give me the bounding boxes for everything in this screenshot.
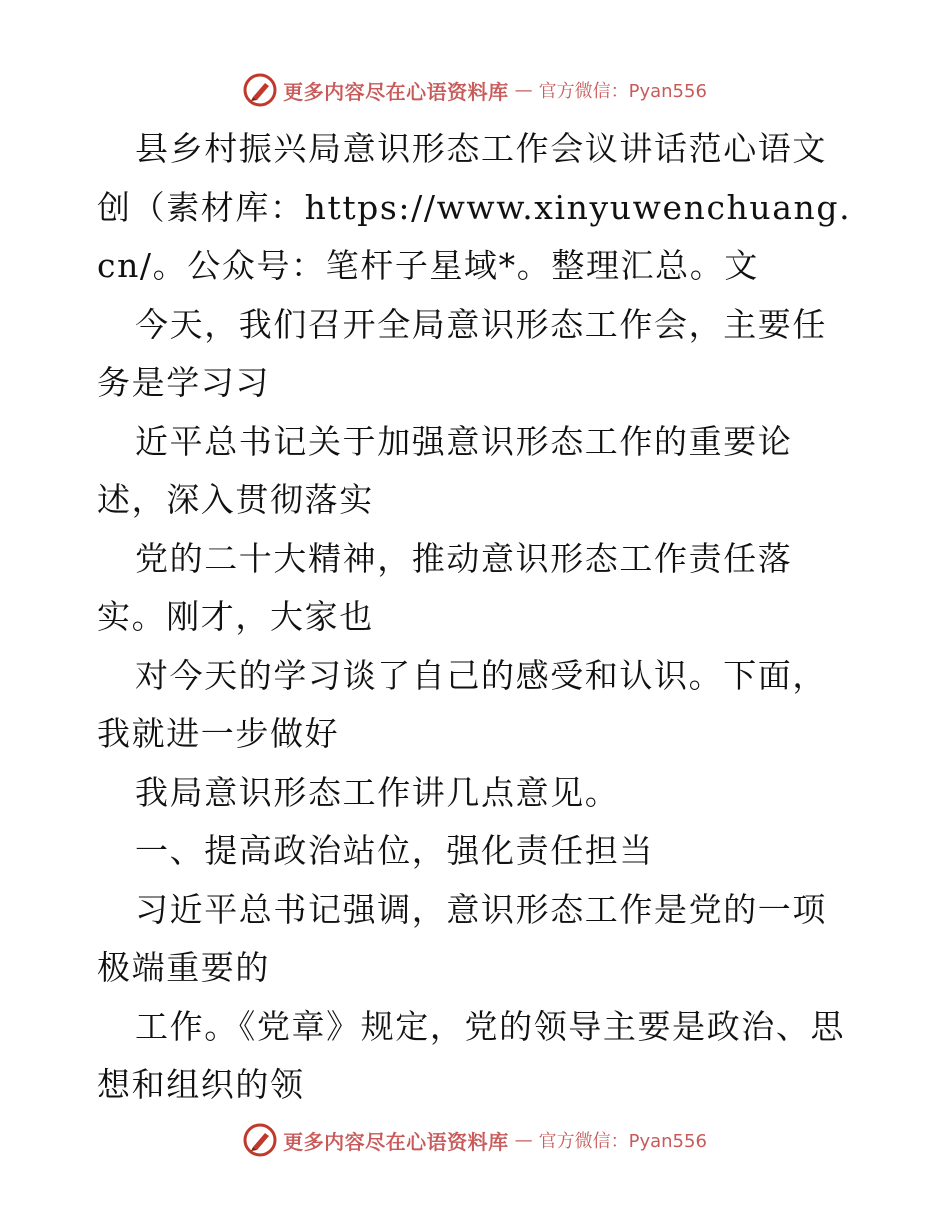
section-heading: 一、提高政治站位，强化责任担当	[135, 831, 654, 870]
banner-wechat: 官方微信：Pyan556	[538, 81, 707, 102]
banner-dash: —	[514, 79, 533, 101]
paragraph: 今天，我们召开全局意识形态工作会，主要任务是学习习	[97, 304, 827, 402]
paragraph: 工作。《党章》规定，党的领导主要是政治、思想和组织的领	[97, 1006, 846, 1104]
paragraph: 党的二十大精神，推动意识形态工作责任落实。刚才，大家也	[97, 538, 793, 636]
paragraph: 近平总书记关于加强意识形态工作的重要论述，深入贯彻落实	[97, 421, 793, 519]
banner-wechat: 官方微信：Pyan556	[538, 1131, 707, 1152]
banner-text: 更多内容尽在心语资料库	[283, 1129, 509, 1154]
pen-logo-icon	[243, 73, 277, 107]
banner-text: 更多内容尽在心语资料库	[283, 79, 509, 104]
footer-watermark-banner	[0, 1120, 950, 1160]
banner-dash: —	[514, 1129, 533, 1151]
pen-logo-icon	[243, 1123, 277, 1157]
paragraph-title: 县乡村振兴局意识形态工作会议讲话范心语文创（素材库：https://www.xinyuwenchuang.cn/。公众号：笔杆子星域*。整理汇总。文	[97, 129, 852, 285]
paragraph: 我局意识形态工作讲几点意见。	[135, 772, 620, 812]
header-watermark-banner	[0, 70, 950, 110]
document-body	[97, 120, 857, 1115]
paragraph: 习近平总书记强调，意识形态工作是党的一项极端重要的	[97, 889, 827, 987]
paragraph: 对今天的学习谈了自己的感受和认识。下面，我就进一步做好	[97, 655, 827, 753]
